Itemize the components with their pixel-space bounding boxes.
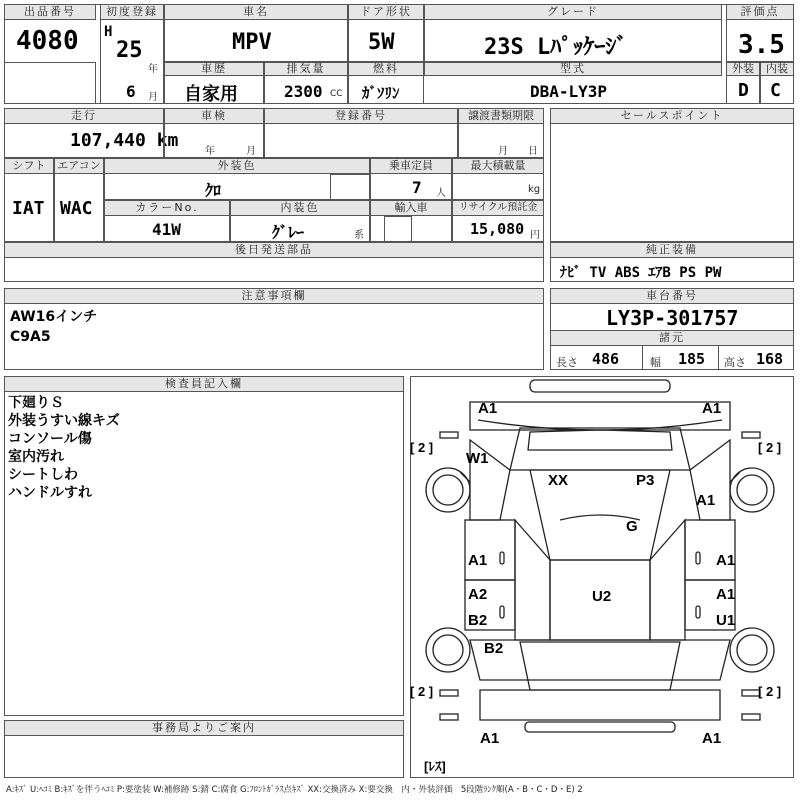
handle-rl: [500, 606, 504, 618]
transfer-day-unit: 日: [528, 146, 538, 157]
mark-a1-rear-bottom-right: A1: [702, 730, 722, 747]
fuel: ｶﾞｿﾘﾝ: [362, 84, 400, 102]
mark-a1-mid-left: A1: [468, 552, 488, 569]
month: 6: [126, 82, 136, 101]
spec-label: 諸元: [550, 330, 794, 346]
car-name: MPV: [232, 30, 272, 55]
inspector-line-6: ハンドルすれ: [8, 485, 92, 501]
model: DBA-LY3P: [530, 82, 608, 101]
office-label: 事務局よりご案内: [4, 720, 404, 736]
ac-label: エアコン: [54, 158, 104, 174]
front-left-door: [465, 520, 515, 580]
front-lamp-right: [742, 432, 760, 438]
rear-light-left: [440, 690, 458, 696]
mark-a1-front-right: A1: [702, 400, 722, 417]
length-label: 長さ: [556, 356, 578, 369]
mark-w1: W1: [466, 450, 489, 467]
equipment-items: ﾅﾋﾞ TV ABS ｴｱB PS PW: [560, 265, 722, 281]
recycle: 15,080: [470, 220, 525, 238]
chassis-label: 車台番号: [550, 288, 794, 304]
selling-label: セールスポイント: [550, 108, 794, 124]
chassis-number: LY3P-301757: [606, 306, 739, 330]
hood: [510, 428, 690, 470]
year-unit: 年: [148, 64, 158, 75]
color-label: 外装色: [104, 158, 370, 174]
wheel-rear-left: [433, 635, 463, 665]
displacement-label: 排気量: [264, 62, 348, 76]
mark-b2-left: B2: [468, 612, 488, 629]
mark-tire-front-right: [ 2 ]: [758, 440, 782, 455]
reg-year: 25: [116, 38, 143, 63]
front-lamp-left: [440, 432, 458, 438]
front-right-door: [685, 520, 735, 580]
lot-label: 出品番号: [4, 4, 96, 20]
int-grade: C: [770, 80, 781, 101]
mark-tire-front-left: [ 2 ]: [410, 440, 434, 455]
regno-label: 登録番号: [264, 108, 458, 124]
width-label: 幅: [650, 356, 661, 369]
era: H: [104, 24, 113, 40]
mark-a1-rear-bottom-left: A1: [480, 730, 500, 747]
mark-a1-rear-right: A1: [716, 586, 736, 603]
length: 486: [592, 350, 620, 368]
mark-tire-rear-right: [ 2 ]: [758, 684, 782, 699]
wheel-front-left: [433, 475, 463, 505]
capacity-label: 乗車定員: [370, 158, 452, 174]
insp-year-unit: 年: [205, 146, 215, 157]
ext-label: 外装: [726, 62, 760, 76]
import-label: 輸入車: [370, 200, 452, 216]
inspector-line-2: 外装うすい線キズ: [8, 413, 120, 429]
inspector-line-1: 下廻りＳ: [8, 395, 64, 411]
mark-less: [ﾚｽ]: [424, 759, 446, 774]
rear-lamp-right: [742, 714, 760, 720]
recycle-unit: 円: [530, 230, 540, 241]
mark-a1-right-fender: A1: [696, 492, 716, 509]
intcolor-label: 内装色: [230, 200, 370, 216]
wheel-front-right: [737, 475, 767, 505]
capacity: 7: [412, 178, 422, 197]
shift-label: シフト: [4, 158, 54, 174]
equipment-label: 純正装備: [550, 242, 794, 258]
mark-g: G: [626, 518, 638, 535]
door: 5W: [368, 30, 395, 55]
mileage-label: 走行: [4, 108, 164, 124]
transfer-month-unit: 月: [498, 146, 508, 157]
month-unit: 月: [148, 92, 158, 103]
windshield: [528, 430, 672, 450]
history-label: 車歴: [164, 62, 264, 76]
load-label: 最大積載量: [452, 158, 544, 174]
inspection-label: 車検: [164, 108, 264, 124]
handle-rr: [696, 606, 700, 618]
insp-month-unit: 月: [246, 146, 256, 157]
handle-fl: [500, 552, 504, 564]
int-label: 内装: [760, 62, 794, 76]
reg-label: 初度登録: [100, 4, 164, 20]
grade: 23S Lﾊﾟｯｹｰｼﾞ: [484, 35, 628, 60]
transfer-label: 譲渡書類期限: [458, 108, 544, 124]
mark-tire-rear-left: [ 2 ]: [410, 684, 434, 699]
cc-unit: CC: [330, 89, 343, 99]
lot-number: 4080: [16, 26, 79, 56]
rear-bumper-bottom: [525, 722, 675, 732]
history: 自家用: [184, 84, 238, 104]
rear-quarter: [470, 640, 730, 680]
mark-a2-left: A2: [468, 586, 488, 603]
colorno-label: カラーNo.: [104, 200, 230, 216]
inspector-line-5: シートしわ: [8, 467, 78, 483]
height-label: 高さ: [724, 356, 746, 369]
capacity-unit: 人: [436, 188, 446, 199]
inspector-label: 検査員記入欄: [4, 376, 404, 392]
later-label: 後日発送部品: [4, 242, 544, 258]
mark-b2-rear-left: B2: [484, 640, 504, 657]
front-bumper: [470, 402, 730, 430]
caution-label: 注意事項欄: [4, 288, 544, 304]
mark-a1-front-left: A1: [478, 400, 498, 417]
recycle-label: リサイクル預託金: [452, 200, 544, 216]
score: 3.5: [738, 30, 785, 60]
tailgate: [520, 642, 680, 690]
legend: A:ｷｽﾞ U:ﾍｺﾐ B:ｷｽﾞを伴うﾍｺﾐ P:要塗装 W:補修跡 S:錆 C:腐食 G:ﾌﾛﾝﾄｶﾞﾗｽ点ｷｽﾞ XX:交換済み X:要交換 内・外装評価 5段階ﾗﾝｸ順(A・B・C・D・E) 2: [6, 785, 583, 795]
wheel-rear-right: [737, 635, 767, 665]
door-label: ドア形状: [348, 4, 424, 20]
shift: IAT: [12, 198, 45, 219]
mark-xx: XX: [548, 472, 569, 489]
inspector-line-4: 室内汚れ: [8, 449, 64, 465]
intcolor: ｸﾞﾚｰ: [272, 223, 305, 242]
height: 168: [756, 350, 784, 368]
rear-lamp-left: [440, 714, 458, 720]
intcolor-unit: 系: [354, 230, 364, 241]
score-label: 評価点: [726, 4, 794, 20]
mark-u2: U2: [592, 588, 612, 605]
name-label: 車名: [164, 4, 348, 20]
mileage: 107,440 km: [70, 130, 179, 151]
fuel-label: 燃料: [348, 62, 424, 76]
ext-grade: D: [738, 80, 749, 101]
caution-line-2: C9A5: [10, 329, 51, 345]
mark-u1-right: U1: [716, 612, 736, 629]
mark-p3: P3: [636, 472, 655, 489]
caution-line-1: AW16インチ: [10, 309, 98, 325]
handle-fr: [696, 552, 700, 564]
rear-bumper: [480, 690, 720, 720]
grade-label: グレード: [424, 4, 722, 20]
load-unit: kg: [528, 184, 541, 195]
colorno: 41W: [152, 220, 181, 239]
color: ｸﾛ: [205, 181, 222, 200]
ac: WAC: [60, 198, 93, 219]
width: 185: [678, 350, 706, 368]
displacement: 2300: [284, 82, 323, 101]
mark-a1-mid-right: A1: [716, 552, 736, 569]
inspector-line-3: コンソール傷: [8, 431, 92, 447]
front-bumper-top: [530, 380, 670, 392]
model-label: 型式: [424, 62, 722, 76]
